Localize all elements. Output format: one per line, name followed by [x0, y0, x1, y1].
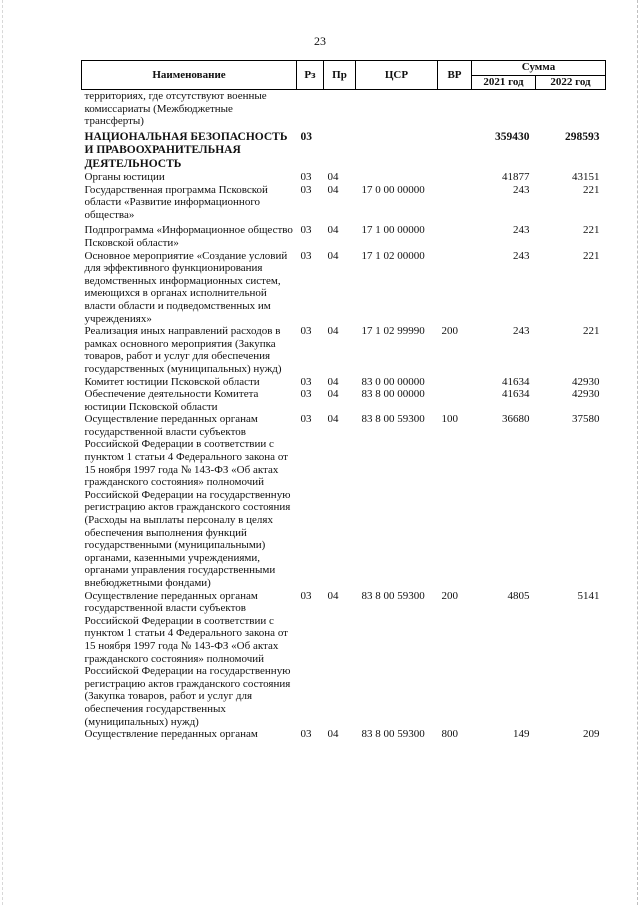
row-vr — [438, 90, 472, 128]
row-sum-2022: 5141 — [577, 589, 600, 602]
table-row — [82, 171, 606, 184]
row-pr: 04 — [327, 375, 339, 388]
page-edge-left — [2, 0, 3, 905]
row-rz: 03 — [300, 413, 312, 426]
row-csr — [356, 128, 438, 171]
row-csr: 83 8 00 59300 — [361, 589, 425, 602]
row-csr: 17 1 02 00000 — [361, 249, 425, 262]
row-name: Обеспечение деятельности Комитета юстиции Псковской области — [84, 388, 259, 413]
row-pr: 04 — [327, 728, 339, 741]
table-row — [82, 388, 606, 413]
row-rz: 03 — [300, 325, 312, 338]
row-csr: 17 0 00 00000 — [361, 183, 425, 196]
row-rz: 03 — [300, 224, 312, 237]
row-sum-2021: 41634 — [502, 375, 530, 388]
table-row — [82, 184, 606, 222]
row-vr: 800 — [441, 728, 458, 741]
header-pr: Пр — [324, 61, 356, 90]
row-sum-2022: 209 — [583, 728, 600, 741]
row-sum-2022: 42930 — [572, 388, 600, 401]
row-vr — [438, 128, 472, 171]
row-pr: 04 — [327, 249, 339, 262]
row-name: Комитет юстиции Псковской области — [84, 375, 260, 388]
row-csr: 83 8 00 59300 — [361, 728, 425, 741]
row-rz — [297, 90, 324, 128]
row-sum-2022 — [536, 90, 606, 128]
row-vr: 100 — [441, 413, 458, 426]
header-name: Наименование — [82, 61, 297, 90]
row-name: Осуществление переданных органам — [84, 728, 258, 741]
row-name: территориях, где отсутствуют военные комиссариаты (Межбюджетные трансферты) — [84, 90, 267, 128]
row-pr: 04 — [327, 589, 339, 602]
row-vr — [438, 184, 472, 222]
row-sum-2022: 42930 — [572, 375, 600, 388]
row-rz: 03 — [300, 171, 312, 183]
table-header — [82, 61, 606, 90]
row-name: Реализация иных направлений расходов в рамках основного мероприятия (Закупка товаров, работ и услуг для обеспечения государственных (муниципальных) нужд) — [84, 325, 282, 375]
table-row — [82, 590, 606, 729]
row-name: Подпрограмма «Информационное общество Псковской области» — [84, 224, 293, 249]
row-name: Государственная программа Псковской области «Развитие информационного общества» — [84, 183, 268, 221]
row-sum-2022: 221 — [583, 224, 600, 237]
page-number: 23 — [314, 34, 326, 48]
row-sum-2022: 221 — [583, 325, 600, 338]
row-rz: 03 — [300, 183, 312, 196]
row-name: Органы юстиции — [84, 171, 165, 183]
row-csr — [356, 171, 438, 184]
row-name: Осуществление переданных органам государственной власти субъектов Российской Федерации в соответствии с пунктом 1 статьи 4 Федерального закона от 15 ноября 1997 года № 143-ФЗ «Об актах гражданского состояния» полномочий Российской Федерации на государственную регистрацию актов гражданского состояния (Закупка товаров, работ и услуг для обеспечения государственных (муниципальных) нужд) — [84, 589, 291, 728]
row-vr — [438, 171, 472, 184]
row-rz: 03 — [300, 130, 312, 143]
row-sum-2022: 298593 — [565, 130, 600, 143]
row-csr: 83 8 00 00000 — [361, 388, 425, 401]
row-pr: 04 — [327, 224, 339, 237]
row-csr — [356, 90, 438, 128]
row-sum-2022: 37580 — [572, 413, 600, 426]
row-vr — [438, 388, 472, 413]
row-sum-2022: 221 — [583, 183, 600, 196]
row-pr — [324, 128, 356, 171]
row-sum-2021 — [472, 90, 536, 128]
header-csr: ЦСР — [356, 61, 438, 90]
row-sum-2021: 36680 — [502, 413, 530, 426]
row-name: НАЦИОНАЛЬНАЯ БЕЗОПАСНОСТЬ И ПРАВООХРАНИТЕЛЬНАЯ ДЕЯТЕЛЬНОСТЬ — [84, 130, 288, 170]
row-pr: 04 — [327, 325, 339, 338]
page-edge-right — [637, 0, 638, 905]
budget-table — [81, 60, 606, 741]
header-year-2022: 2022 год — [536, 75, 606, 90]
row-sum-2021: 4805 — [507, 589, 530, 602]
row-vr: 200 — [441, 325, 458, 338]
row-rz: 03 — [300, 728, 312, 741]
row-sum-2021: 243 — [513, 183, 530, 196]
row-sum-2021: 243 — [513, 249, 530, 262]
table-row — [82, 250, 606, 326]
row-sum-2021: 41634 — [502, 388, 530, 401]
table-row — [82, 413, 606, 589]
row-pr: 04 — [327, 183, 339, 196]
row-rz: 03 — [300, 375, 312, 388]
row-csr: 83 0 00 00000 — [361, 375, 425, 388]
row-rz: 03 — [300, 589, 312, 602]
row-csr: 83 8 00 59300 — [361, 413, 425, 426]
row-pr: 04 — [327, 388, 339, 401]
row-name: Основное мероприятие «Создание условий для эффективного функционирования ведомственных информационных систем, имеющихся в органах исполнительной власти области и подведомственных им учреждениях» — [84, 249, 288, 325]
table-row — [82, 221, 606, 249]
row-sum-2022: 221 — [583, 249, 600, 262]
row-name: Осуществление переданных органам государственной власти субъектов Российской Федерации в соответствии с пунктом 1 статьи 4 Федерального закона от 15 ноября 1997 года № 143-ФЗ «Об актах гражданского состояния» полномочий Российской Федерации на государственную регистрацию актов гражданского состояния (Расходы на выплаты персоналу в целях обеспечения выполнения функций государственными (муниципальными) органами, казенными учреждениями, органами управления государственными внебюджетными фондами) — [84, 413, 291, 589]
table-row — [82, 376, 606, 389]
row-sum-2021: 243 — [513, 325, 530, 338]
header-sum: Сумма — [472, 61, 606, 76]
row-pr: 04 — [327, 171, 339, 183]
row-sum-2021: 149 — [513, 728, 530, 741]
row-sum-2021: 41877 — [502, 171, 530, 183]
row-csr: 17 1 02 99990 — [361, 325, 425, 338]
row-csr: 17 1 00 00000 — [361, 224, 425, 237]
row-pr: 04 — [327, 413, 339, 426]
table-body — [82, 90, 606, 741]
header-rz: Рз — [297, 61, 324, 90]
row-vr — [438, 221, 472, 249]
table-row-section — [82, 128, 606, 171]
table-row — [82, 325, 606, 375]
header-vr: ВР — [438, 61, 472, 90]
row-rz: 03 — [300, 388, 312, 401]
row-vr — [438, 250, 472, 326]
row-sum-2021: 359430 — [495, 130, 530, 143]
row-pr — [324, 90, 356, 128]
row-vr — [438, 376, 472, 389]
row-rz: 03 — [300, 249, 312, 262]
row-vr: 200 — [441, 589, 458, 602]
table-row — [82, 90, 606, 128]
row-sum-2022: 43151 — [572, 171, 600, 183]
row-sum-2021: 243 — [513, 224, 530, 237]
header-year-2021: 2021 год — [472, 75, 536, 90]
table-row — [82, 728, 606, 741]
